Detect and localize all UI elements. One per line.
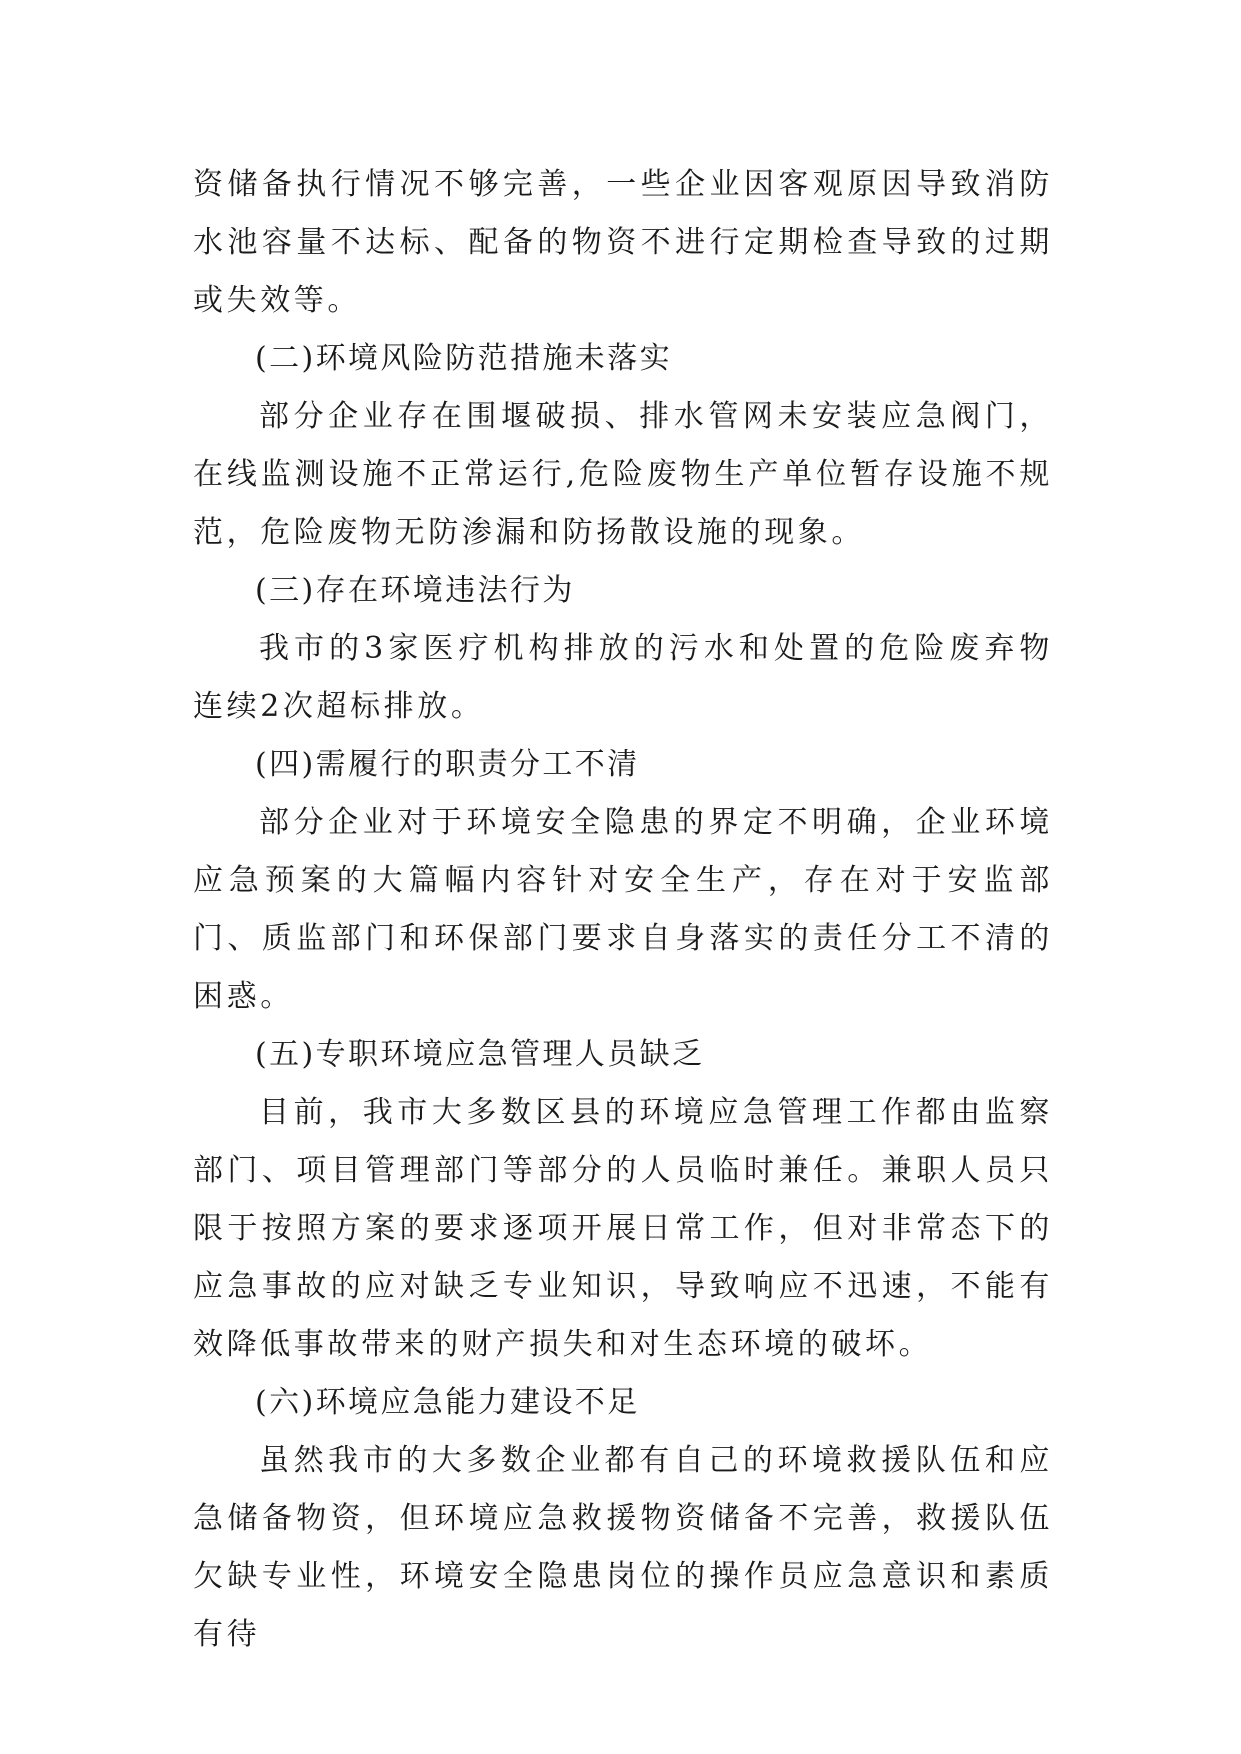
paragraph-continued: 资储备执行情况不够完善，一些企业因客观原因导致消防水池容量不达标、配备的物资不进行定期检查导致的过期或失效等。 [193, 167, 1053, 318]
paragraph: 部分企业存在围堰破损、排水管网未安装应急阀门，在线监测设施不正常运行,危险废物生产单位暂存设施不规范，危险废物无防渗漏和防扬散设施的现象。 [193, 399, 1053, 550]
section-heading-5: (五)专职环境应急管理人员缺乏 [255, 1037, 705, 1072]
document-body [193, 156, 1053, 1664]
paragraph: 我市的3家医疗机构排放的污水和处置的危险废弃物连续2次超标排放。 [193, 631, 1053, 724]
paragraph: 部分企业对于环境安全隐患的界定不明确，企业环境应急预案的大篇幅内容针对安全生产，存在对于安监部门、质监部门和环保部门要求自身落实的责任分工不清的困惑。 [193, 805, 1053, 1014]
paragraph: 目前，我市大多数区县的环境应急管理工作都由监察部门、项目管理部门等部分的人员临时兼任。兼职人员只限于按照方案的要求逐项开展日常工作，但对非常态下的应急事故的应对缺乏专业知识，导致响应不迅速，不能有效降低事故带来的财产损失和对生态环境的破坏。 [193, 1095, 1053, 1362]
section-heading-4: (四)需履行的职责分工不清 [255, 747, 640, 782]
section-heading-3: (三)存在环境违法行为 [255, 573, 575, 608]
paragraph: 虽然我市的大多数企业都有自己的环境救援队伍和应急储备物资，但环境应急救援物资储备不完善，救援队伍欠缺专业性，环境安全隐患岗位的操作员应急意识和素质有待 [193, 1443, 1053, 1652]
section-heading-2: (二)环境风险防范措施未落实 [255, 341, 673, 376]
section-heading-6: (六)环境应急能力建设不足 [255, 1385, 640, 1420]
